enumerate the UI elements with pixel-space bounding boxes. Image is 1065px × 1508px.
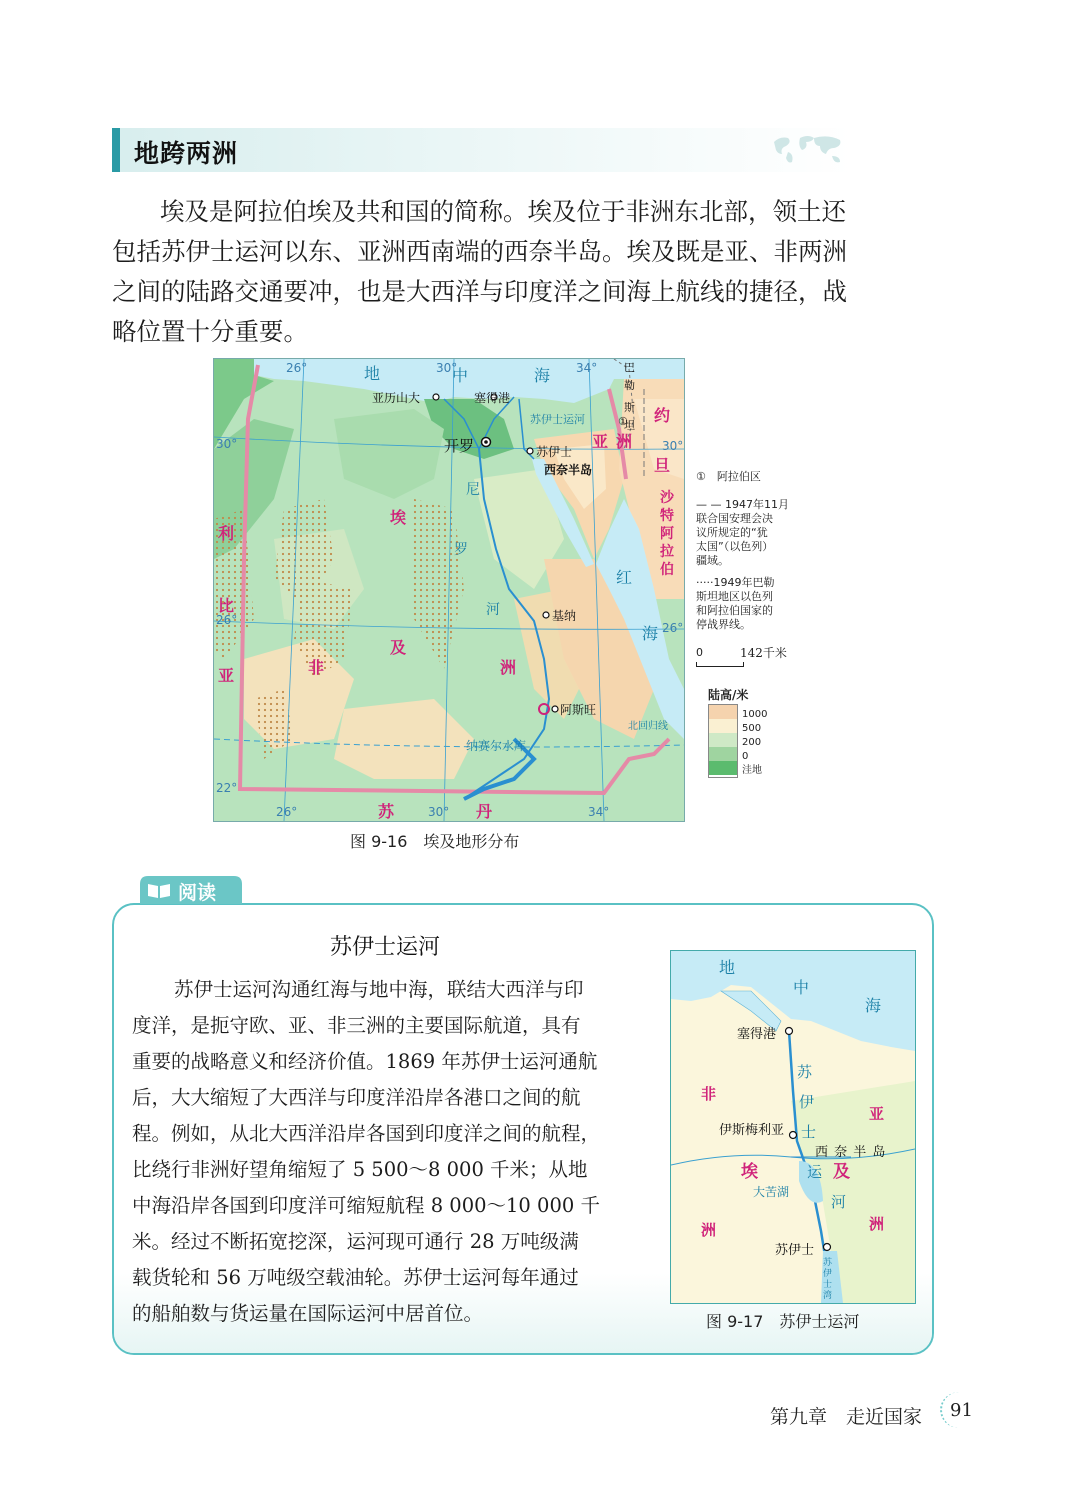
intro-line: 之间的陆路交通要冲，也是大西洋与印度洋之间海上航线的捷径，战 [112,277,847,306]
egypt-terrain-map [213,358,685,822]
region-label: 洲 [616,432,633,451]
lat-label: 26° [216,613,238,627]
reading-title: 苏伊士运河 [330,935,441,960]
canal-char: 伊 [799,1093,815,1111]
canal-char: 运 [807,1163,823,1181]
legend-note: 疆域。 [696,554,729,567]
legend-note: 议所规定的“犹 [696,526,768,539]
canal-char: 士 [801,1123,817,1141]
nile-label: 河 [486,602,500,618]
suez-canal-map [670,950,916,1304]
region-label: 及 [390,638,407,657]
feature-label: 北回归线 [628,721,668,732]
reading-paragraph [132,972,654,1332]
scale-zero: 0 [696,646,703,659]
reading-line: 载货轮和 56 万吨级空载油轮。苏伊士运河每年通过 [132,1266,579,1289]
figure-caption: 图 9-17 苏伊士运河 [706,1312,860,1331]
reading-line: 后，大大缩短了大西洋与印度洋沿岸各港口之间的航 [132,1086,581,1109]
city-label: 苏伊士 [536,445,573,459]
legend-note: 联合国安理会决 [696,512,773,525]
elev-level: 200 [742,737,762,748]
city-label: 苏伊士 [775,1243,815,1258]
elev-title: 陆高/米 [708,688,749,702]
scale-value: 142千米 [740,646,787,660]
region-label: 亚 [218,666,235,685]
canal-char: 苏 [797,1063,813,1081]
section-title: 地跨两洲 [134,139,239,168]
reading-line: 的船舶数与货运量在国际运河中居首位。 [132,1302,484,1325]
city-label: 伊斯梅利亚 [719,1123,785,1138]
lat-label: 26° [662,621,684,635]
city-label: 塞得港 [474,391,511,405]
region-label: 沙 [660,490,674,506]
reading-line: 程。例如，从北大西洋沿岸各国到印度洋之间的航程， [132,1122,601,1145]
region-label: 洲 [500,658,517,677]
intro-paragraph [112,192,856,352]
region-label: 亚 [592,432,609,451]
legend-note: 和阿拉伯国家的 [696,604,773,617]
egypt-terrain-svg [214,359,684,821]
legend-note: 斯坦地区以色列 [696,590,773,603]
intro-line: 略位置十分重要。 [112,317,308,346]
legend-note: ·····1949年巴勒 [696,576,775,589]
chapter-footer: 第九章 走近国家 [770,1406,923,1428]
region-label: 斯 [624,401,635,414]
map-legend [696,470,806,778]
feature-label: 苏伊士运河 [530,413,585,426]
region-label: 洲 [869,1215,885,1233]
region-label: 特 [660,508,674,524]
elevation-legend [708,688,776,778]
elev-level: 洼地 [742,765,762,776]
intro-line: 埃及是阿拉伯埃及共和国的简称。埃及位于非洲东北部，领土还 [160,197,846,226]
lon-label: 30° [436,361,458,375]
city-label: 亚历山大 [372,391,421,405]
nile-label: 罗 [454,542,468,558]
section-accent-bar [112,128,120,172]
lon-label: 34° [576,361,598,375]
lon-label: 26° [286,361,308,375]
lat-label: 30° [216,437,238,451]
region-label: 埃 [741,1162,758,1182]
reading-line: 度洋，是扼守欧、亚、非三洲的主要国际航道，具有 [132,1014,581,1037]
region-label: 约 [654,406,671,425]
region-label: 丹 [476,802,493,821]
gulf-char: 士 [823,1280,833,1290]
figure-caption: 图 9-16 埃及地形分布 [350,832,520,851]
region-label: 比 [218,596,235,615]
lon-label: 34° [588,805,610,819]
sea-label: 红 [616,568,633,587]
region-label: 非 [308,658,325,677]
feature-label: 纳赛尔水库 [466,739,527,753]
elev-level: 0 [742,751,749,762]
page-number: 91 [950,1400,973,1421]
gulf-char: 苏 [823,1258,833,1268]
reading-tag [140,876,242,904]
lon-label: 26° [276,805,298,819]
elev-level: 1000 [742,709,768,720]
lon-label: 30° [428,805,450,819]
reading-tag-label: 阅读 [178,882,217,904]
region-label: 及 [833,1162,850,1182]
region-label: 埃 [390,508,407,527]
city-label: 开罗 [444,437,475,455]
legend-note: 停战界线。 [696,618,751,631]
feature-label: ① [618,415,628,428]
gulf-char: 伊 [823,1269,833,1279]
region-label: 伯 [660,562,674,578]
reading-line: 米。经过不断拓宽挖深，运河现可通行 28 万吨级满 [132,1230,579,1253]
region-label: 阿 [660,526,674,542]
reading-line: 比绕行非洲好望角缩短了 5 500～8 000 千米；从地 [132,1158,588,1181]
sea-label: 地 [364,364,381,383]
sea-label: 海 [865,996,882,1015]
city-label: 基纳 [552,609,577,623]
nile-label: 尼 [466,482,480,498]
region-label: 利 [218,524,235,543]
region-label: 巴 [624,361,635,374]
region-label: 洲 [701,1221,717,1239]
sea-label: 海 [642,624,659,643]
region-label: 亚 [869,1105,885,1123]
reading-line: 苏伊士运河沟通红海与地中海，联结大西洋与印 [174,978,584,1001]
legend-note: 太国”（以色列） [696,540,774,553]
lat-label: 22° [216,781,238,795]
region-label: 坦 [624,419,635,432]
region-label: 拉 [660,544,674,560]
world-map-icon [770,132,848,168]
sea-label: 地 [719,958,736,977]
intro-line: 包括苏伊士运河以东、亚洲西南端的西奈半岛。埃及既是亚、非两洲 [112,237,847,266]
sinai-label: 西 奈 半 岛 [815,1145,887,1160]
region-label: 苏 [378,802,395,821]
lake-label: 大苦湖 [753,1185,790,1199]
region-label: 勒 [624,379,635,392]
feature-label: 西奈半岛 [544,463,593,477]
elev-scale [708,704,776,778]
city-label: 塞得港 [737,1027,777,1042]
gulf-char: 湾 [823,1291,833,1301]
canal-char: 河 [831,1193,847,1211]
lat-label: 30° [662,439,684,453]
sea-label: 中 [793,978,810,997]
section-header [112,128,852,172]
reading-line: 重要的战略意义和经济价值。1869 年苏伊士运河通航 [132,1050,598,1073]
city-label: 阿斯旺 [560,703,597,717]
legend-note: — — 1947年11月 [696,498,789,511]
sea-label: 海 [534,366,551,385]
reading-line: 中海沿岸各国到印度洋可缩短航程 8 000～10 000 千 [132,1194,600,1217]
legend-note: ① 阿拉伯区 [696,470,761,483]
elev-level: 500 [742,723,762,734]
sea-label: 中 [452,366,469,385]
region-label: 非 [701,1085,717,1103]
scale-bar [696,646,806,682]
region-label: 旦 [654,456,671,475]
